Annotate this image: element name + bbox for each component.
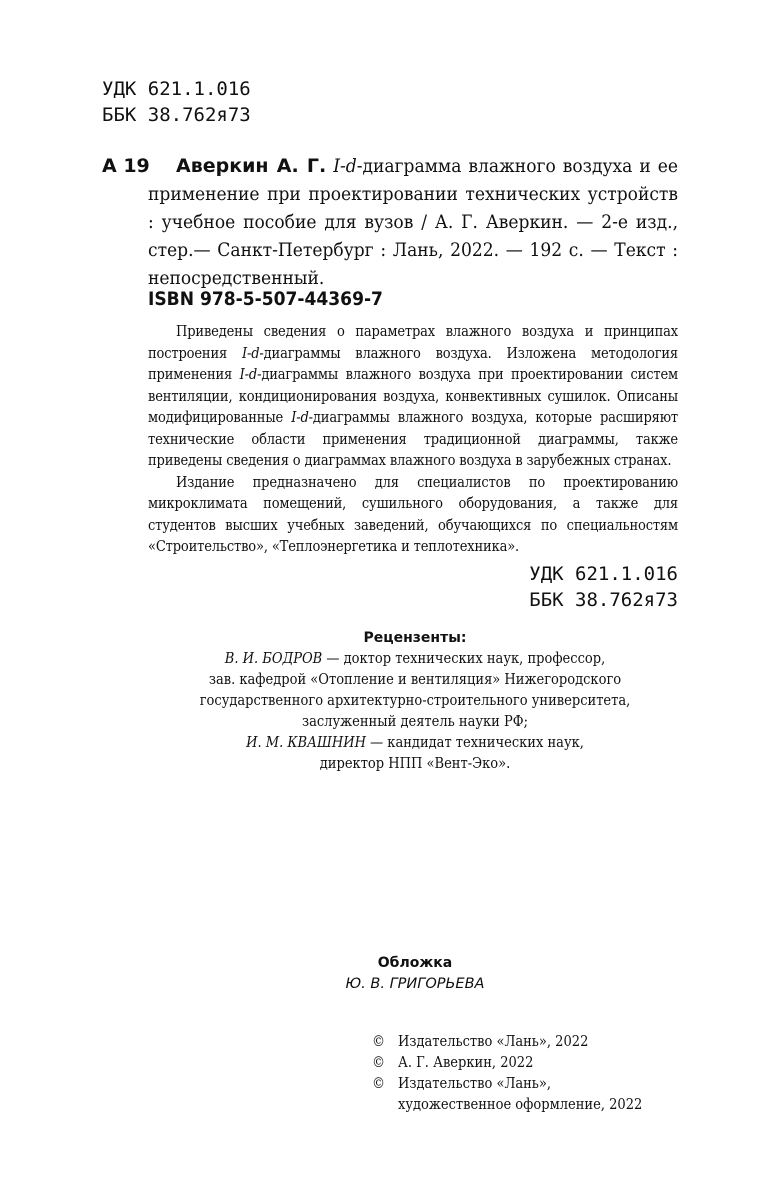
- entry-author: Аверкин А. Г.: [176, 155, 327, 177]
- cover-heading: Обложка: [377, 955, 453, 971]
- bbk-code: ББК 38.762я73: [102, 104, 251, 126]
- abstract-text: -диаграммы влажного воздуха. Изложена методология применения: [148, 345, 679, 383]
- udk-code: УДК 621.1.016: [102, 78, 251, 100]
- reviewer-2-line: [100, 733, 730, 754]
- reviewer-1-line: государственного архитектурно-строительного университета,: [199, 693, 631, 709]
- copyright-text: Издательство «Лань», 2022: [398, 1034, 589, 1050]
- reviewer-2-name: И. М. КВАШНИН: [246, 735, 366, 751]
- abstract-text: -диаграммы влажного воздуха при проектировании систем вентиляции, кондиционирования воздуха, конвективных сушилок. Описаны модифицированные: [148, 367, 679, 426]
- copyright-icon: ©: [372, 1055, 386, 1071]
- abstract-id-term: I-d: [239, 367, 258, 383]
- abstract-paragraph-1: [148, 322, 678, 473]
- reviewers-block: [100, 628, 730, 775]
- entry-title-italic: I-d: [333, 155, 357, 177]
- copyright-text: художественное оформление, 2022: [398, 1097, 643, 1113]
- copyright-line: [372, 1095, 642, 1116]
- reviewer-1-title: — доктор технических наук, профессор,: [322, 651, 606, 667]
- classification-top: [102, 76, 251, 128]
- abstract-id-term: I-d: [291, 410, 309, 426]
- copyright-indent: [372, 1095, 398, 1116]
- abstract-text: -диаграммы влажного воздуха, которые расширяют технические области применения традиционной диаграммы, также приведены сведения о диаграммах влажного воздуха в зарубежных странах.: [148, 410, 678, 469]
- copyright-line: [372, 1053, 642, 1074]
- classification-bottom: [529, 561, 678, 613]
- abstract-id-term: I-d: [241, 345, 260, 362]
- reviewer-1-line: зав. кафедрой «Отопление и вентиляция» Нижегородского: [208, 672, 622, 688]
- reviewer-2-line: директор НПП «Вент-Эко».: [319, 756, 511, 772]
- copyright-icon: ©: [372, 1076, 386, 1092]
- abstract-text: Приведены сведения о параметрах влажного воздуха и принципах построения: [148, 324, 678, 362]
- entry-title-rest: -диаграмма влажного воздуха и ее применение при проектировании технических устройств : учебное пособие для вузов / А. Г. Аверкин. — 2-е изд., стер.— Санкт-Петербург : Лань, 2022. — 192 с. — Текст : непосредственный.: [148, 155, 679, 289]
- copyright-text: Издательство «Лань»,: [398, 1076, 552, 1092]
- author-mark: А 19: [102, 155, 150, 177]
- copyright-text: А. Г. Аверкин, 2022: [398, 1055, 534, 1071]
- reviewer-1-line: заслуженный деятель науки РФ;: [301, 714, 529, 730]
- isbn: ISBN 978-5-507-44369-7: [148, 288, 383, 310]
- reviewers-heading: Рецензенты:: [363, 630, 467, 646]
- bbk-code: ББК 38.762я73: [529, 589, 678, 611]
- cover-credit: [100, 953, 730, 995]
- reviewer-1-name: В. И. БОДРОВ: [224, 651, 323, 667]
- reviewer-2-title: — кандидат технических наук,: [365, 735, 584, 751]
- abstract-paragraph-2: Издание предназначено для специалистов по проектированию микроклимата помещений, сушильного оборудования, а также для студентов высших учебных заведений, обучающихся по специальностям «Строительство», «Теплоэнергетика и теплотехника».: [148, 474, 678, 555]
- copyright-block: [372, 1032, 642, 1116]
- abstract: [148, 322, 678, 559]
- reviewer-1-line: [100, 649, 730, 670]
- cover-designer: Ю. В. ГРИГОРЬЕВА: [345, 976, 485, 992]
- udk-code: УДК 621.1.016: [529, 563, 678, 585]
- copyright-icon: ©: [372, 1034, 386, 1050]
- copyright-line: [372, 1032, 642, 1053]
- bibliographic-entry: [148, 152, 678, 292]
- copyright-line: [372, 1074, 642, 1095]
